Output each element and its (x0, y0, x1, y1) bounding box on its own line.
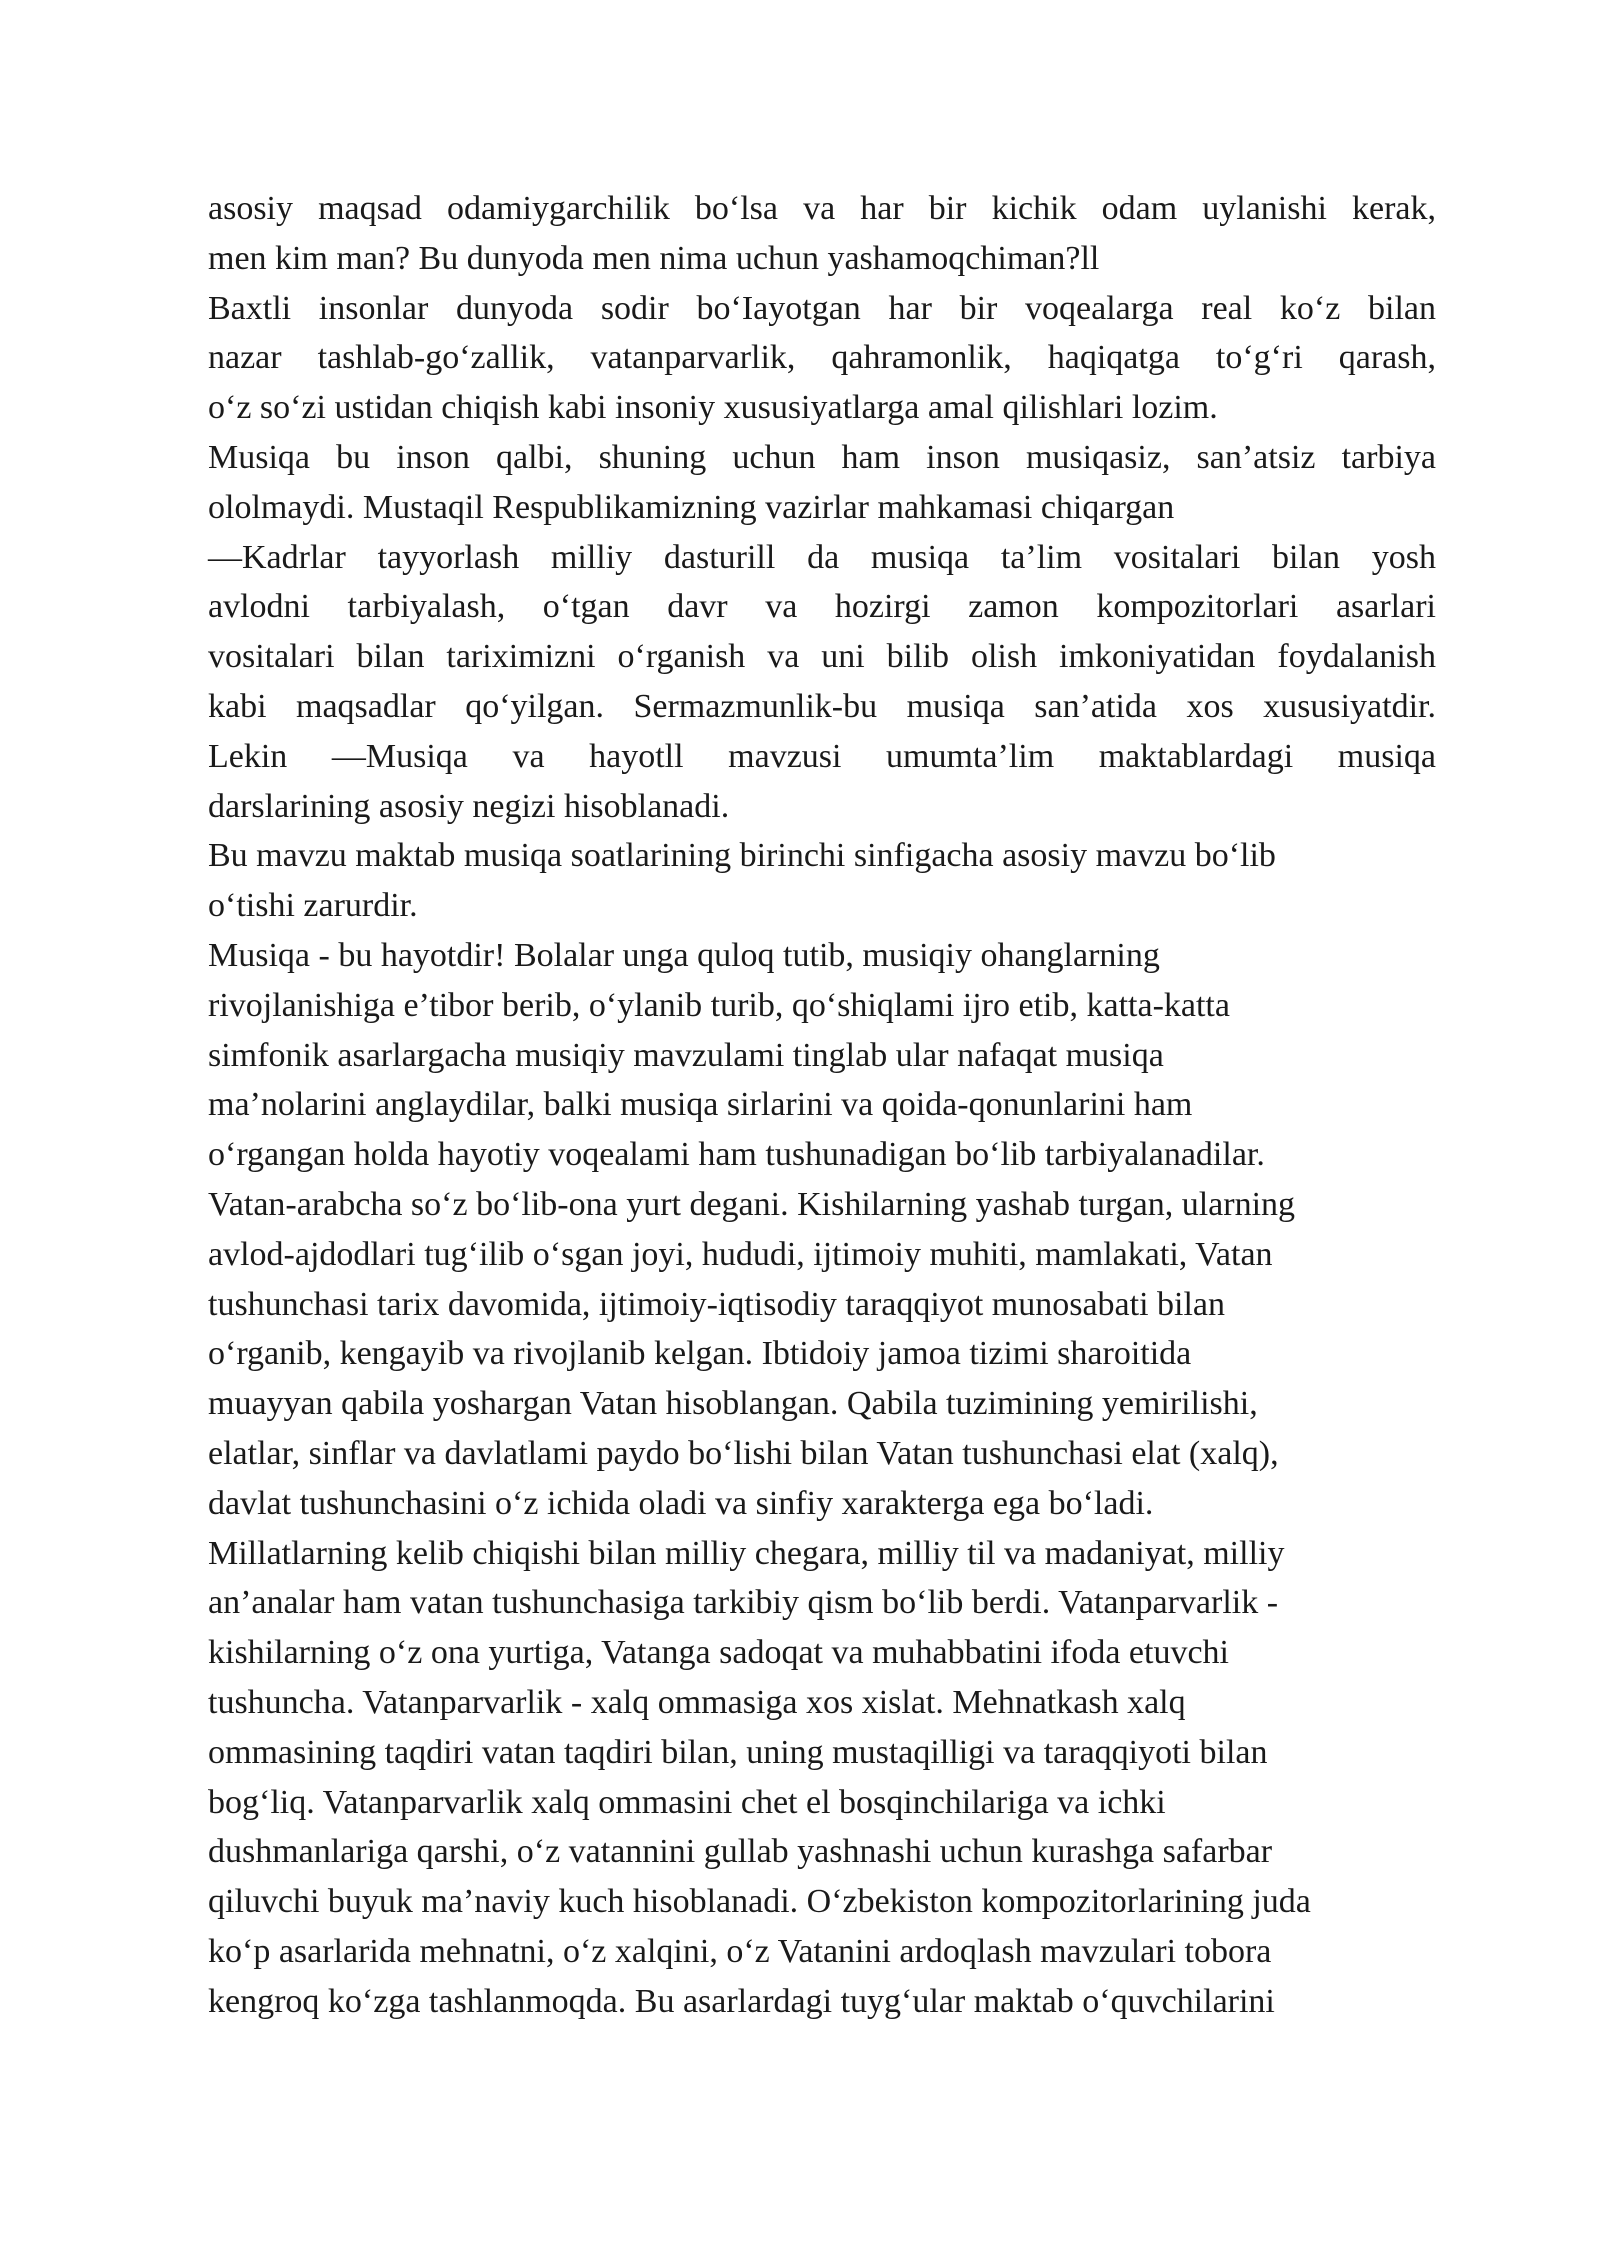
text-line: Bu mavzu maktab musiqa soatlarining birinchi sinfigacha asosiy mavzu boʻlib (208, 837, 1276, 875)
text-line: asosiy maqsad odamiygarchilik boʻlsa va har bir kichik odam uylanishi kerak, (208, 190, 1436, 227)
text-line: qiluvchi buyuk ma’naviy kuch hisoblanadi. Oʻzbekiston kompozitorlarining juda (208, 1883, 1311, 1921)
text-line: rivojlanishiga e’tibor berib, oʻylanib turib, qoʻshiqlami ijro etib, katta-katta (208, 986, 1230, 1024)
body-text (208, 184, 1436, 2026)
text-line: ololmaydi. Mustaqil Respublikamizning vazirlar mahkamasi chiqargan (208, 488, 1175, 526)
text-line: kishilarning oʻz ona yurtiga, Vatanga sadoqat va muhabbatini ifoda etuvchi (208, 1634, 1229, 1672)
text-line: bogʻliq. Vatanparvarlik xalq ommasini chet el bosqinchilariga va ichki (208, 1783, 1166, 1821)
text-line: kengroq koʻzga tashlanmoqda. Bu asarlardagi tuygʻular maktab oʻquvchilarini (208, 1982, 1275, 2020)
text-line: oʻrganib, kengayib va rivojlanib kelgan. Ibtidoiy jamoa tizimi sharoitida (208, 1335, 1192, 1373)
text-line: muayyan qabila yoshargan Vatan hisoblangan. Qabila tuzimining yemirilishi, (208, 1385, 1258, 1423)
text-line: nazar tashlab-goʻzallik, vatanparvarlik, qahramonlik, haqiqatga toʻgʻri qarash, (208, 339, 1436, 377)
text-line: koʻp asarlarida mehnatni, oʻz xalqini, oʻz Vatanini ardoqlash mavzulari tobora (208, 1932, 1272, 1970)
text-line: simfonik asarlargacha musiqiy mavzulami tinglab ular nafaqat musiqa (208, 1036, 1164, 1074)
text-line: avlodni tarbiyalash, oʻtgan davr va hozirgi zamon kompozitorlari asarlari (208, 588, 1436, 626)
text-line: avlod-ajdodlari tugʻilib oʻsgan joyi, hududi, ijtimoiy muhiti, mamlakati, Vatan (208, 1235, 1273, 1273)
text-line: oʻrgangan holda hayotiy voqealami ham tushunadigan boʻlib tarbiyalanadilar. (208, 1136, 1265, 1174)
text-line: oʻz soʻzi ustidan chiqish kabi insoniy xususiyatlarga amal qilishlari lozim. (208, 389, 1218, 427)
text-line: dushmanlariga qarshi, oʻz vatannini gullab yashnashi uchun kurashga safarbar (208, 1833, 1273, 1871)
text-line: men kim man? Bu dunyoda men nima uchun yashamoqchiman?ll (208, 239, 1100, 277)
text-line: kabi maqsadlar qoʻyilgan. Sermazmunlik-bu musiqa san’atida xos xususiyatdir. (208, 687, 1436, 725)
text-line: an’analar ham vatan tushunchasiga tarkibiy qism boʻlib berdi. Vatanparvarlik - (208, 1584, 1279, 1622)
text-line: ma’nolarini anglaydilar, balki musiqa sirlarini va qoida-qonunlarini ham (208, 1086, 1193, 1124)
text-line: tushuncha. Vatanparvarlik - xalq ommasiga xos xislat. Mehnatkash xalq (208, 1683, 1186, 1721)
text-line: Musiqa - bu hayotdir! Bolalar unga quloq tutib, musiqiy ohanglarning (208, 936, 1160, 974)
text-line: Vatan-arabcha soʻz boʻlib-ona yurt degani. Kishilarning yashab turgan, ularning (208, 1185, 1296, 1223)
text-line: Musiqa bu inson qalbi, shuning uchun ham inson musiqasiz, san’atsiz tarbiya (208, 438, 1436, 476)
text-line: tushunchasi tarix davomida, ijtimoiy-iqtisodiy taraqqiyot munosabati bilan (208, 1285, 1226, 1323)
text-line: darslarining asosiy negizi hisoblanadi. (208, 787, 730, 825)
text-line: Lekin ―Musiqa va hayotll mavzusi umumta’lim maktablardagi musiqa (208, 737, 1436, 775)
text-line: Baxtli insonlar dunyoda sodir boʻIayotgan har bir voqealarga real koʻz bilan (208, 289, 1436, 327)
text-line: ommasining taqdiri vatan taqdiri bilan, uning mustaqilligi va taraqqiyoti bilan (208, 1733, 1268, 1771)
text-line: vositalari bilan tariximizni oʻrganish va uni bilib olish imkoniyatidan foydalanish (208, 638, 1436, 676)
text-line: davlat tushunchasini oʻz ichida oladi va sinfiy xarakterga ega boʻladi. (208, 1484, 1154, 1522)
text-line: ―Kadrlar tayyorlash milliy dasturill da musiqa ta’lim vositalari bilan yosh (208, 538, 1436, 576)
text-line: oʻtishi zarurdir. (208, 887, 418, 925)
text-line: Millatlarning kelib chiqishi bilan milliy chegara, milliy til va madaniyat, milliy (208, 1534, 1285, 1572)
text-line: elatlar, sinflar va davlatlami paydo boʻlishi bilan Vatan tushunchasi elat (xalq), (208, 1434, 1279, 1472)
